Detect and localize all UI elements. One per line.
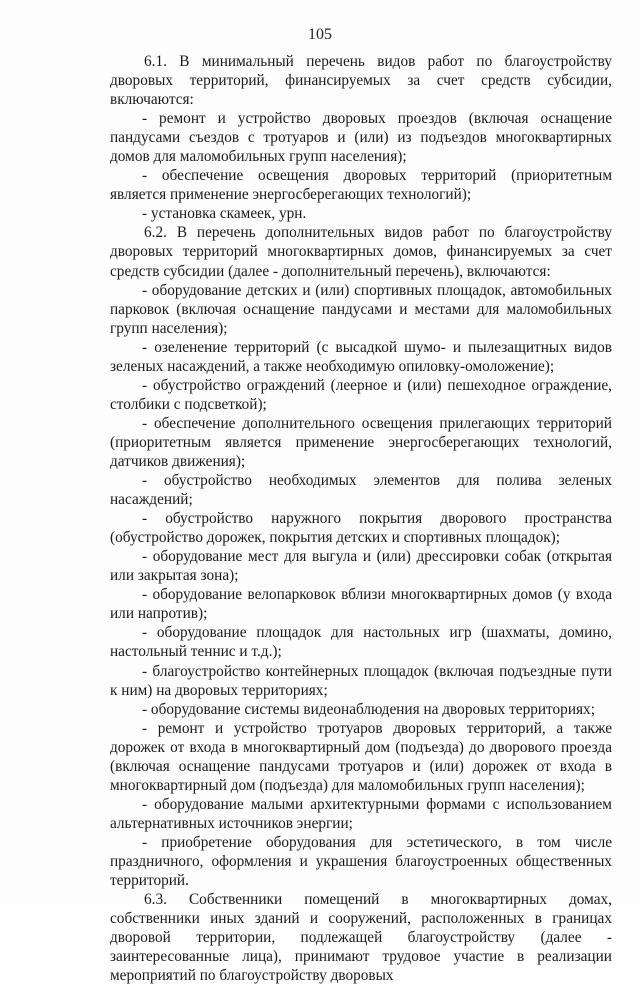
list-item: - приобретение оборудования для эстетического, в том числе праздничного, оформления и украшения благоустроенных общественных территорий. xyxy=(110,833,612,890)
list-item: - озеленение территорий (с высадкой шумо- и пылезащитных видов зеленых насаждений, а также необходимую опиловку-омоложение); xyxy=(110,338,612,375)
paragraph-6-2: 6.2. В перечень дополнительных видов работ по благоустройству дворовых территорий многоквартирных домов, финансируемых за счет средств субсидии (далее - дополнительный перечень), включаются: xyxy=(110,224,612,280)
paragraph-6-1: 6.1. В минимальный перечень видов работ по благоустройству дворовых территорий, финансируемых за счет средств субсидии, включаются: xyxy=(110,53,612,109)
list-item: - оборудование малыми архитектурными формами с использованием альтернативных источников энергии; xyxy=(110,795,612,832)
list-item: - оборудование системы видеонаблюдения на дворовых территориях; xyxy=(142,700,595,718)
list-item: - установка скамеек, урн. xyxy=(142,205,307,223)
list-item: - обустройство ограждений (леерное и (или) пешеходное ограждение, столбики с подсветкой); xyxy=(110,376,612,413)
paragraph-6-3: 6.3. Собственники помещений в многоквартирных домах, собственники иных зданий и сооружений, расположенных в границах дворовой территории, подлежащей благоустройству (далее - заинтересованные лица), принимают трудовое участие в реализации мероприятий по благоустройству дворовых xyxy=(110,891,612,985)
page-number: 105 xyxy=(308,26,332,43)
list-item: - обустройство наружного покрытия дворового пространства (обустройство дорожек, покрытия детских и спортивных площадок); xyxy=(110,510,612,547)
list-item: - оборудование площадок для настольных игр (шахматы, домино, настольный теннис и т.д.); xyxy=(110,624,612,661)
list-item: - оборудование мест для выгула и (или) дрессировки собак (открытая или закрытая зона); xyxy=(110,548,612,585)
list-item: - обустройство необходимых элементов для полива зеленых насаждений; xyxy=(110,472,612,509)
list-item: - ремонт и устройство дворовых проездов (включая оснащение пандусами съездов с тротуаров и (или) из подъездов многоквартирных домов для маломобильных групп населения); xyxy=(110,110,612,166)
list-item: - оборудование детских и (или) спортивных площадок, автомобильных парковок (включая оснащение пандусами и местами для маломобильных групп населения); xyxy=(110,281,612,337)
list-item: - благоустройство контейнерных площадок (включая подъездные пути к ним) на дворовых территориях; xyxy=(110,662,612,699)
list-item: - обеспечение дополнительного освещения прилегающих территорий (приоритетным является применение энергосберегающих технологий, датчиков движения); xyxy=(110,414,612,470)
document-body xyxy=(110,52,612,985)
list-item: - оборудование велопарковок вблизи многоквартирных домов (у входа или напротив); xyxy=(110,586,612,623)
list-item: - ремонт и устройство тротуаров дворовых территорий, а также дорожек от входа в многоквартирный дом (подъезда) до дворового проезда (включая оснащение пандусами тротуаров и (или) дорожек от входа в многоквартирный дом (подъезда) для маломобильных групп населения); xyxy=(110,719,612,794)
list-item: - обеспечение освещения дворовых территорий (приоритетным является применение энергосберегающих технологий); xyxy=(110,167,612,204)
